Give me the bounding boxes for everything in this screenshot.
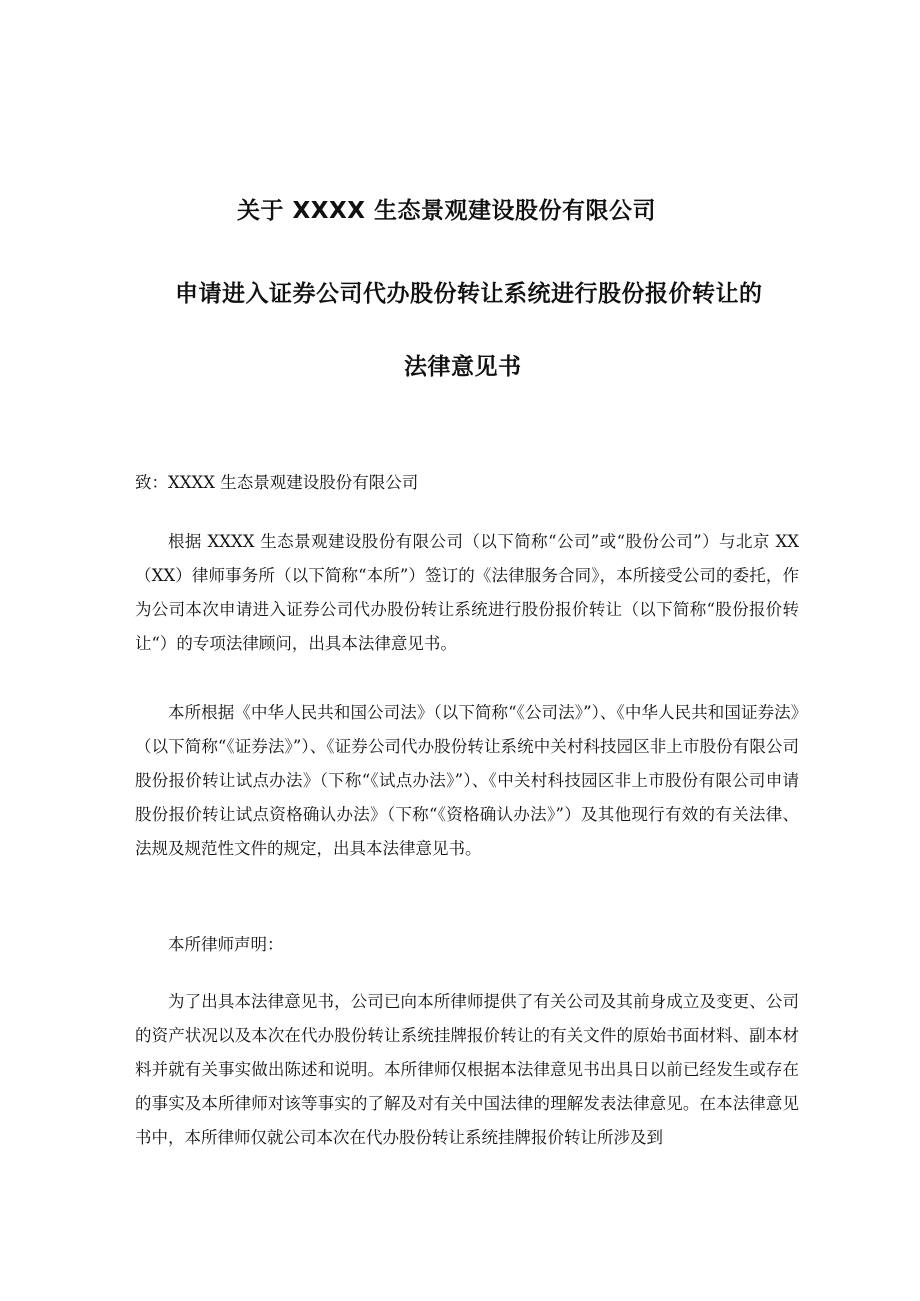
paragraph-engagement: 根据 XXXX 生态景观建设股份有限公司（以下简称“公司”或“股份公司”）与北京 XX（XX）律师事务所（以下简称“本所”）签订的《法律服务合同》，本所接受公司的委托，作为公司本次申请进入证券公司代办股份转让系统进行股份报价转让（以下简称“股份报价转让“）的专项法律顾问，出具本法律意见书。	[135, 532, 799, 653]
document-title-line-2: 申请进入证券公司代办股份转让系统进行股份报价转让的	[175, 281, 763, 307]
document-title-line-3: 法律意见书	[404, 354, 522, 380]
paragraph-declaration-heading: 本所律师声明：	[168, 935, 284, 954]
paragraph-legal-basis: 本所根据《中华人民共和国公司法》（以下简称“《公司法》”）、《中华人民共和国证券法》（以下简称“《证券法》”）、《证券公司代办股份转让系统中关村科技园区非上市股份有限公司股份报价转让试点办法》（下称“《试点办法》”）、《中关村科技园区非上市股份有限公司申请股份报价转让试点资格确认办法》（下称“《资格确认办法》”）及其他现行有效的有关法律、法规及规范性文件的规定，出具本法律意见书。	[135, 703, 799, 858]
addressee-line: 致：XXXX 生态景观建设股份有限公司	[135, 473, 419, 492]
paragraph-declaration-body: 为了出具本法律意见书，公司已向本所律师提供了有关公司及其前身成立及变更、公司的资产状况以及本次在代办股份转让系统挂牌报价转让的有关文件的原始书面材料、副本材料并就有关事实做出陈述和说明。本所律师仅根据本法律意见书出具日以前已经发生或存在的事实及本所律师对该等事实的了解及对有关中国法律的理解发表法律意见。在本法律意见书中，本所律师仅就公司本次在代办股份转让系统挂牌报价转让所涉及到	[135, 992, 799, 1147]
document-title-line-1: 关于 XXXX 生态景观建设股份有限公司	[237, 198, 656, 224]
